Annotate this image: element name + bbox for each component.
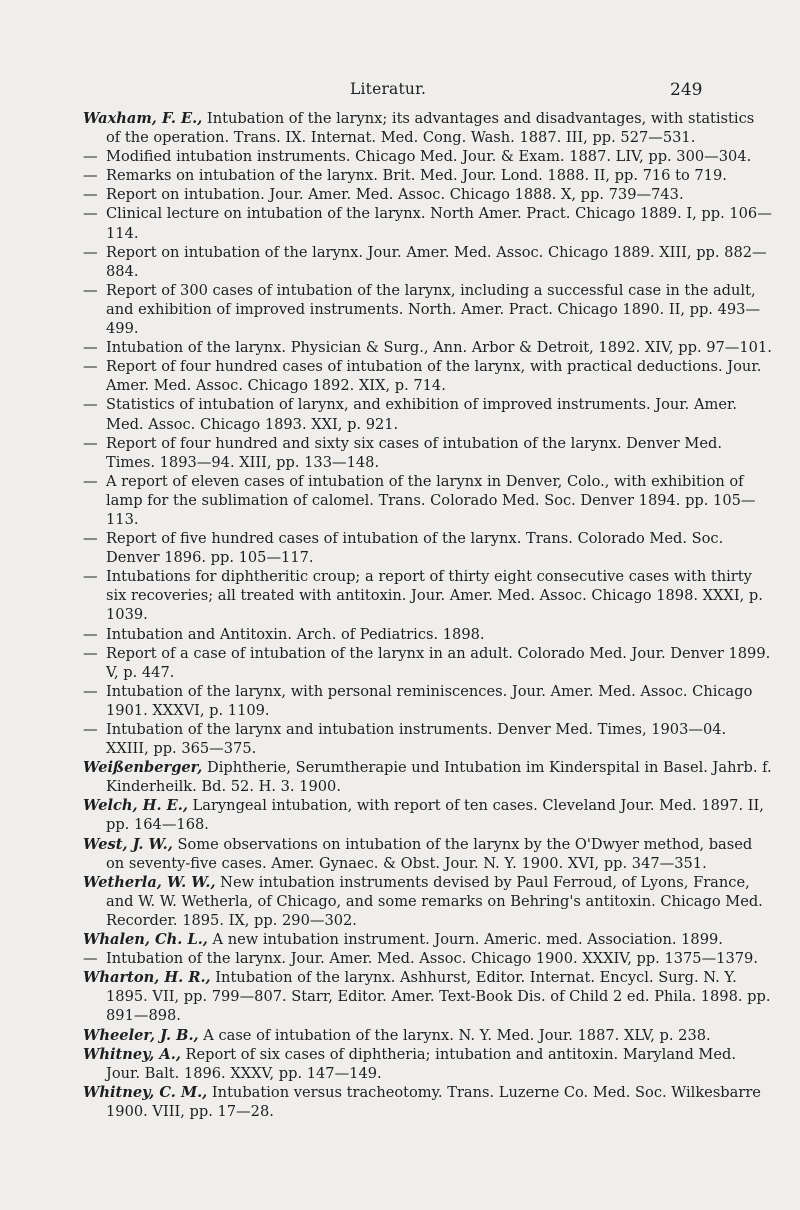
bibliography-entry (83, 529, 773, 567)
bibliography-entry (83, 644, 773, 682)
ditto-dash: — (83, 339, 98, 357)
entry-text: Laryngeal intubation, with report of ten cases. Cleveland Jour. Med. 1897. II, pp. 164—168. (106, 797, 764, 834)
bibliography-entry (83, 625, 773, 644)
entry-text: New intubation instruments devised by Paul Ferroud, of Lyons, France, and W. W. Wetherla, of Chicago, and some remarks on Behring's antitoxin. Chicago Med. Recorder. 1895. IX, pp. 290—302. (106, 873, 763, 929)
bibliography-entry (83, 720, 773, 758)
entry-text: Intubation of the larynx; its advantages and disadvantages, with statistics of the operation. Trans. IX. Internat. Med. Cong. Wash. 1887. III, pp. 527—531. (106, 110, 755, 147)
ditto-dash: — (83, 167, 98, 185)
bibliography-entry (83, 968, 773, 1025)
bibliography-entry (83, 395, 773, 433)
entry-text: Intubation of the larynx and intubation instruments. Denver Med. Times, 1903—04. XXIII, pp. 365—375. (106, 721, 727, 758)
ditto-dash: — (83, 186, 98, 204)
entry-text: Report of six cases of diphtheria; intubation and antitoxin. Maryland Med. Jour. Balt. 1896. XXXV, pp. 147—149. (106, 1045, 736, 1082)
bibliography-entry (83, 835, 773, 873)
entry-text: A report of eleven cases of intubation of the larynx in Denver, Colo., with exhibition of lamp for the sublimation of calomel. Trans. Colorado Med. Soc. Denver 1894. pp. 105—113. (106, 472, 756, 528)
bibliography-entry (83, 357, 773, 395)
bibliography-entry (83, 109, 773, 147)
entry-text: Report of five hundred cases of intubation of the larynx. Trans. Colorado Med. Soc. Denver 1896. pp. 105—117. (106, 530, 724, 567)
entry-text: Intubation of the larynx, with personal reminiscences. Jour. Amer. Med. Assoc. Chicago 1901. XXXVI, p. 1109. (106, 682, 753, 719)
bibliography-entry (83, 147, 773, 166)
entry-author: Wheeler, J. B., (83, 1026, 199, 1044)
ditto-dash: — (83, 434, 98, 452)
entry-author: Waxham, F. E., (83, 110, 203, 127)
ditto-dash: — (83, 205, 98, 223)
entry-text: Remarks on intubation of the larynx. Brit. Med. Jour. Lond. 1888. II, pp. 716 to 719. (106, 167, 727, 185)
entry-text: A new intubation instrument. Journ. Americ. med. Association. 1899. (207, 931, 723, 949)
entry-text: Intubation of the larynx. Ashhurst, Editor. Internat. Encycl. Surg. N. Y. 1895. VII, pp. 799—807. Starr, Editor. Amer. Text-Book Dis. of Child 2 ed. Phila. 1898. pp. 891—898. (106, 969, 771, 1025)
bibliography-entry (83, 472, 773, 529)
entry-text: Report of four hundred cases of intubation of the larynx, with practical deductions. Jour. Amer. Med. Assoc. Chicago 1892. XIX, p. 714. (106, 358, 762, 395)
bibliography-entry (83, 1045, 773, 1083)
ditto-dash: — (83, 644, 98, 662)
entry-text: Intubation and Antitoxin. Arch. of Pediatrics. 1898. (106, 625, 485, 643)
entry-author: Weißenberger, (83, 759, 203, 777)
entry-text: A case of intubation of the larynx. N. Y. Med. Jour. 1887. XLV, p. 238. (198, 1026, 711, 1044)
bibliography-entry (83, 796, 773, 834)
bibliography-entry (83, 338, 773, 357)
entry-text: Clinical lecture on intubation of the larynx. North Amer. Pract. Chicago 1889. I, pp. 106—114. (106, 205, 772, 242)
ditto-dash: — (83, 148, 98, 166)
bibliography-entry (83, 949, 773, 968)
ditto-dash: — (83, 358, 98, 376)
ditto-dash: — (83, 396, 98, 414)
entry-author: Wharton, H. R., (83, 969, 211, 987)
entry-text: Some observations on intubation of the larynx by the O'Dwyer method, based on seventy-five cases. Amer. Gynaec. & Obst. Jour. N. Y. 1900. XVI, pp. 347—351. (106, 835, 753, 872)
ditto-dash: — (83, 625, 98, 643)
entry-text: Report of a case of intubation of the larynx in an adult. Colorado Med. Jour. Denver 1899. V, p. 447. (106, 644, 771, 681)
ditto-dash: — (83, 682, 98, 700)
ditto-dash: — (83, 243, 98, 261)
bibliography-entry (83, 567, 773, 624)
entry-text: Report on intubation. Jour. Amer. Med. Assoc. Chicago 1888. X, pp. 739—743. (106, 186, 684, 204)
entry-author: Whitney, A., (83, 1045, 181, 1063)
entry-text: Diphtherie, Serumtherapie und Intubation im Kinderspital in Basel. Jahrb. f. Kinderheilk. Bd. 52. H. 3. 1900. (106, 759, 772, 796)
ditto-dash: — (83, 950, 98, 968)
ditto-dash: — (83, 568, 98, 586)
bibliography-entry (83, 1026, 773, 1045)
entry-text: Intubations for diphtheritic croup; a report of thirty eight consecutive cases with thirty six recoveries; all treated with antitoxin. Jour. Amer. Med. Assoc. Chicago 1898. XXXI, p. 1039. (106, 568, 763, 624)
page-number: 249 (670, 80, 703, 100)
entry-author: West, J. W., (83, 835, 173, 853)
entry-author: Wetherla, W. W., (83, 873, 216, 891)
bibliography-entry (83, 682, 773, 720)
entry-text: Modified intubation instruments. Chicago Med. Jour. & Exam. 1887. LIV, pp. 300—304. (106, 148, 752, 166)
ditto-dash: — (83, 472, 98, 490)
bibliography-entry (83, 873, 773, 930)
entry-text: Report of 300 cases of intubation of the larynx, including a successful case in the adult, and exhibition of improved instruments. North. Amer. Pract. Chicago 1890. II, pp. 493—499. (106, 281, 761, 338)
entry-author: Welch, H. E., (83, 797, 188, 815)
bibliography-entry (83, 281, 773, 338)
entry-text: Statistics of intubation of larynx, and exhibition of improved instruments. Jour. Amer. Med. Assoc. Chicago 1893. XXI, p. 921. (106, 396, 737, 433)
entry-text: Intubation of the larynx. Physician & Surg., Ann. Arbor & Detroit, 1892. XIV, pp. 97—101. (106, 339, 772, 357)
bibliography-entry (83, 434, 773, 472)
bibliography-entry (83, 243, 773, 281)
bibliography-entry (83, 166, 773, 185)
bibliography-entry (83, 185, 773, 204)
entry-author: Whalen, Ch. L., (83, 931, 208, 949)
bibliography-list (83, 109, 773, 1121)
running-title: Literatur. (350, 80, 427, 98)
bibliography-entry (83, 1083, 773, 1121)
ditto-dash: — (83, 281, 98, 299)
entry-text: Intubation versus tracheotomy. Trans. Luzerne Co. Med. Soc. Wilkesbarre 1900. VIII, pp. 17—28. (106, 1083, 761, 1120)
entry-text: Report on intubation of the larynx. Jour. Amer. Med. Assoc. Chicago 1889. XIII, pp. 882—884. (106, 243, 767, 280)
ditto-dash: — (83, 721, 98, 738)
ditto-dash: — (83, 530, 98, 548)
bibliography-entry (83, 204, 773, 242)
bibliography-entry (83, 930, 773, 949)
entry-author: Whitney, C. M., (83, 1083, 208, 1101)
entry-text: Intubation of the larynx. Jour. Amer. Med. Assoc. Chicago 1900. XXXIV, pp. 1375—1379. (106, 950, 758, 968)
entry-text: Report of four hundred and sixty six cases of intubation of the larynx. Denver Med. Times. 1893—94. XIII, pp. 133—148. (106, 434, 722, 471)
running-header (0, 80, 800, 104)
bibliography-entry (83, 758, 773, 796)
